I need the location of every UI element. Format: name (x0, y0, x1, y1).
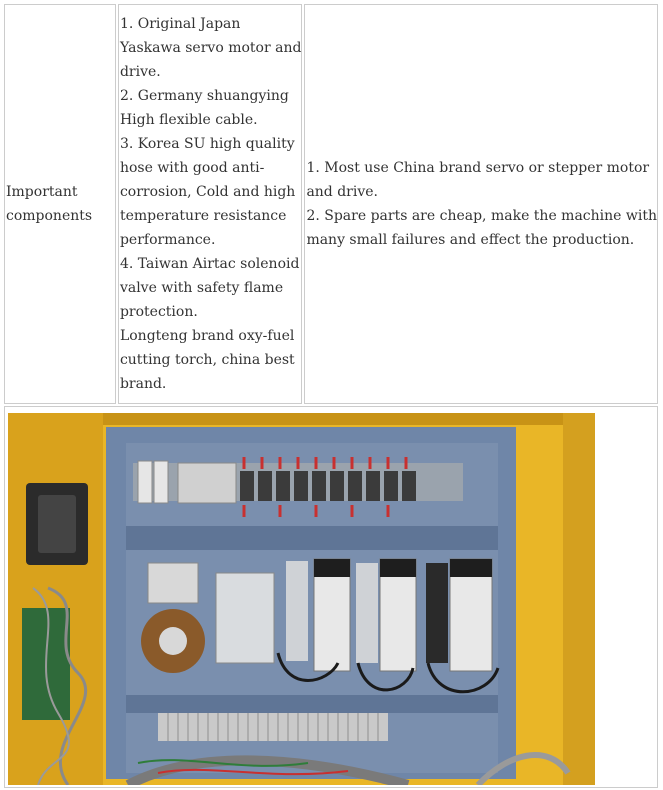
cell-line: corrosion, Cold and high (119, 184, 296, 200)
cell-line: Longteng brand oxy-fuel (119, 328, 295, 344)
cell-line: many small failures and effect the production. (306, 232, 635, 248)
cell-line: 3. Korea SU high quality (119, 136, 295, 152)
cell-line: High flexible cable. (119, 112, 258, 128)
cell-line: and drive. (306, 184, 378, 200)
electrical-cabinet-photo (8, 413, 595, 785)
terminal-block (158, 713, 388, 741)
cell-line: protection. (119, 304, 198, 320)
cell-line: performance. (119, 232, 216, 248)
cabinet-illustration (8, 413, 595, 785)
servo-drives (286, 559, 492, 671)
cell-line: 4. Taiwan Airtac solenoid (119, 256, 300, 272)
cell-line: 1. Most use China brand servo or stepper motor (306, 160, 650, 176)
other-components-cell (304, 4, 658, 404)
cell-line: 1. Original Japan (119, 16, 241, 32)
power-supply (216, 573, 274, 663)
cell-line: 2. Germany shuangying (119, 88, 289, 104)
row-label-cell (4, 4, 116, 404)
cell-line: temperature resistance (119, 208, 287, 224)
comparison-table (2, 2, 660, 790)
row-label: Important components (6, 184, 93, 224)
cell-line: drive. (119, 64, 161, 80)
cell-line: cutting torch, china best (119, 352, 295, 368)
longteng-components-cell (118, 4, 302, 404)
cell-line: valve with safety flame (119, 280, 284, 296)
photo-cell (4, 406, 658, 788)
table-row (4, 406, 658, 788)
cell-line: Yaskawa servo motor and (119, 40, 302, 56)
cell-line: hose with good anti- (119, 160, 265, 176)
cell-line: brand. (119, 376, 167, 392)
cell-line: 2. Spare parts are cheap, make the machine with (306, 208, 657, 224)
table-row (4, 4, 658, 404)
